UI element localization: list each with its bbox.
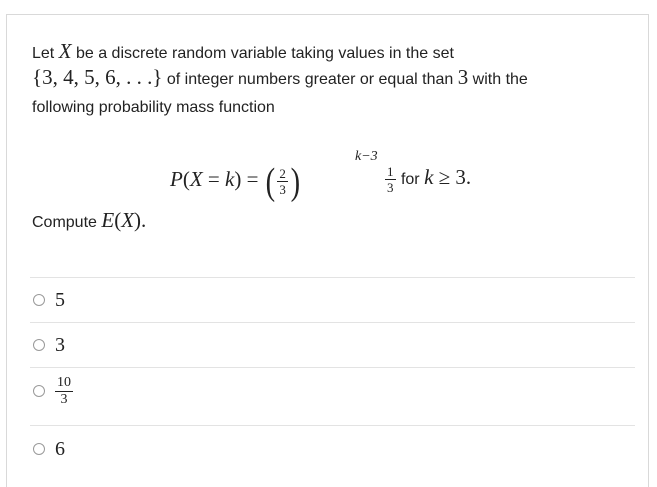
fraction-denominator: 3 xyxy=(279,182,286,198)
formula-x: X xyxy=(189,167,203,191)
answer-option-4[interactable] xyxy=(33,429,623,469)
formula-cond-k: k xyxy=(424,165,434,189)
formula-p: P xyxy=(170,167,183,191)
question-line-2 xyxy=(32,67,528,90)
fraction-one-third xyxy=(385,165,396,194)
variable-x: X xyxy=(58,39,72,63)
threshold-number: 3 xyxy=(457,65,469,89)
question-line-1 xyxy=(32,41,454,64)
radio-button[interactable] xyxy=(33,443,45,455)
formula-big-paren-open: ( xyxy=(265,161,275,203)
formula-big-paren-close: ) xyxy=(290,161,300,203)
formula-exponent: k−3 xyxy=(355,149,378,164)
option-divider xyxy=(30,367,635,368)
formula-paren: ( xyxy=(182,167,190,191)
expectation-e: E xyxy=(101,208,115,232)
radio-button[interactable] xyxy=(33,339,45,351)
question-text: Let xyxy=(32,45,59,62)
option-divider xyxy=(30,277,635,278)
radio-button[interactable] xyxy=(33,385,45,397)
option-label: 6 xyxy=(55,437,65,460)
expectation-paren: ) xyxy=(134,208,142,232)
question-text: of integer numbers greater or equal than xyxy=(162,71,458,88)
expectation-x: X xyxy=(121,208,135,232)
formula-k: k xyxy=(225,167,235,191)
value-set: {3, 4, 5, 6, . . .} xyxy=(32,65,163,89)
option-fraction xyxy=(55,376,73,407)
fraction-two-thirds xyxy=(277,167,288,196)
answer-option-2[interactable] xyxy=(33,325,623,365)
question-line-3 xyxy=(32,98,275,118)
formula-equals: = xyxy=(241,167,264,191)
question-card xyxy=(6,14,649,487)
option-label: 3 xyxy=(55,333,65,356)
option-divider xyxy=(30,322,635,323)
fraction-numerator: 1 xyxy=(387,164,394,180)
answer-option-1[interactable] xyxy=(33,280,623,320)
fraction-numerator: 2 xyxy=(279,166,286,182)
compute-period: . xyxy=(141,208,147,232)
question-text: be a discrete random variable taking values in the set xyxy=(71,45,454,62)
formula-equals: = xyxy=(202,167,225,191)
fraction-denominator: 3 xyxy=(60,391,68,407)
radio-button[interactable] xyxy=(33,294,45,306)
formula-condition: ≥ 3 xyxy=(433,165,466,189)
answer-option-3[interactable] xyxy=(33,371,623,411)
question-text: with the xyxy=(468,71,528,88)
question-text: following probability mass function xyxy=(32,99,275,116)
compute-text: Compute xyxy=(32,214,102,231)
expectation-paren: ( xyxy=(114,208,122,232)
fraction-denominator: 3 xyxy=(387,180,394,196)
formula-period: . xyxy=(465,165,472,189)
fraction-numerator: 10 xyxy=(57,374,71,390)
formula-for-text: for xyxy=(396,171,425,188)
compute-instruction xyxy=(32,208,146,235)
formula-paren: ) xyxy=(234,167,242,191)
option-label: 5 xyxy=(55,288,65,311)
option-divider xyxy=(30,425,635,426)
